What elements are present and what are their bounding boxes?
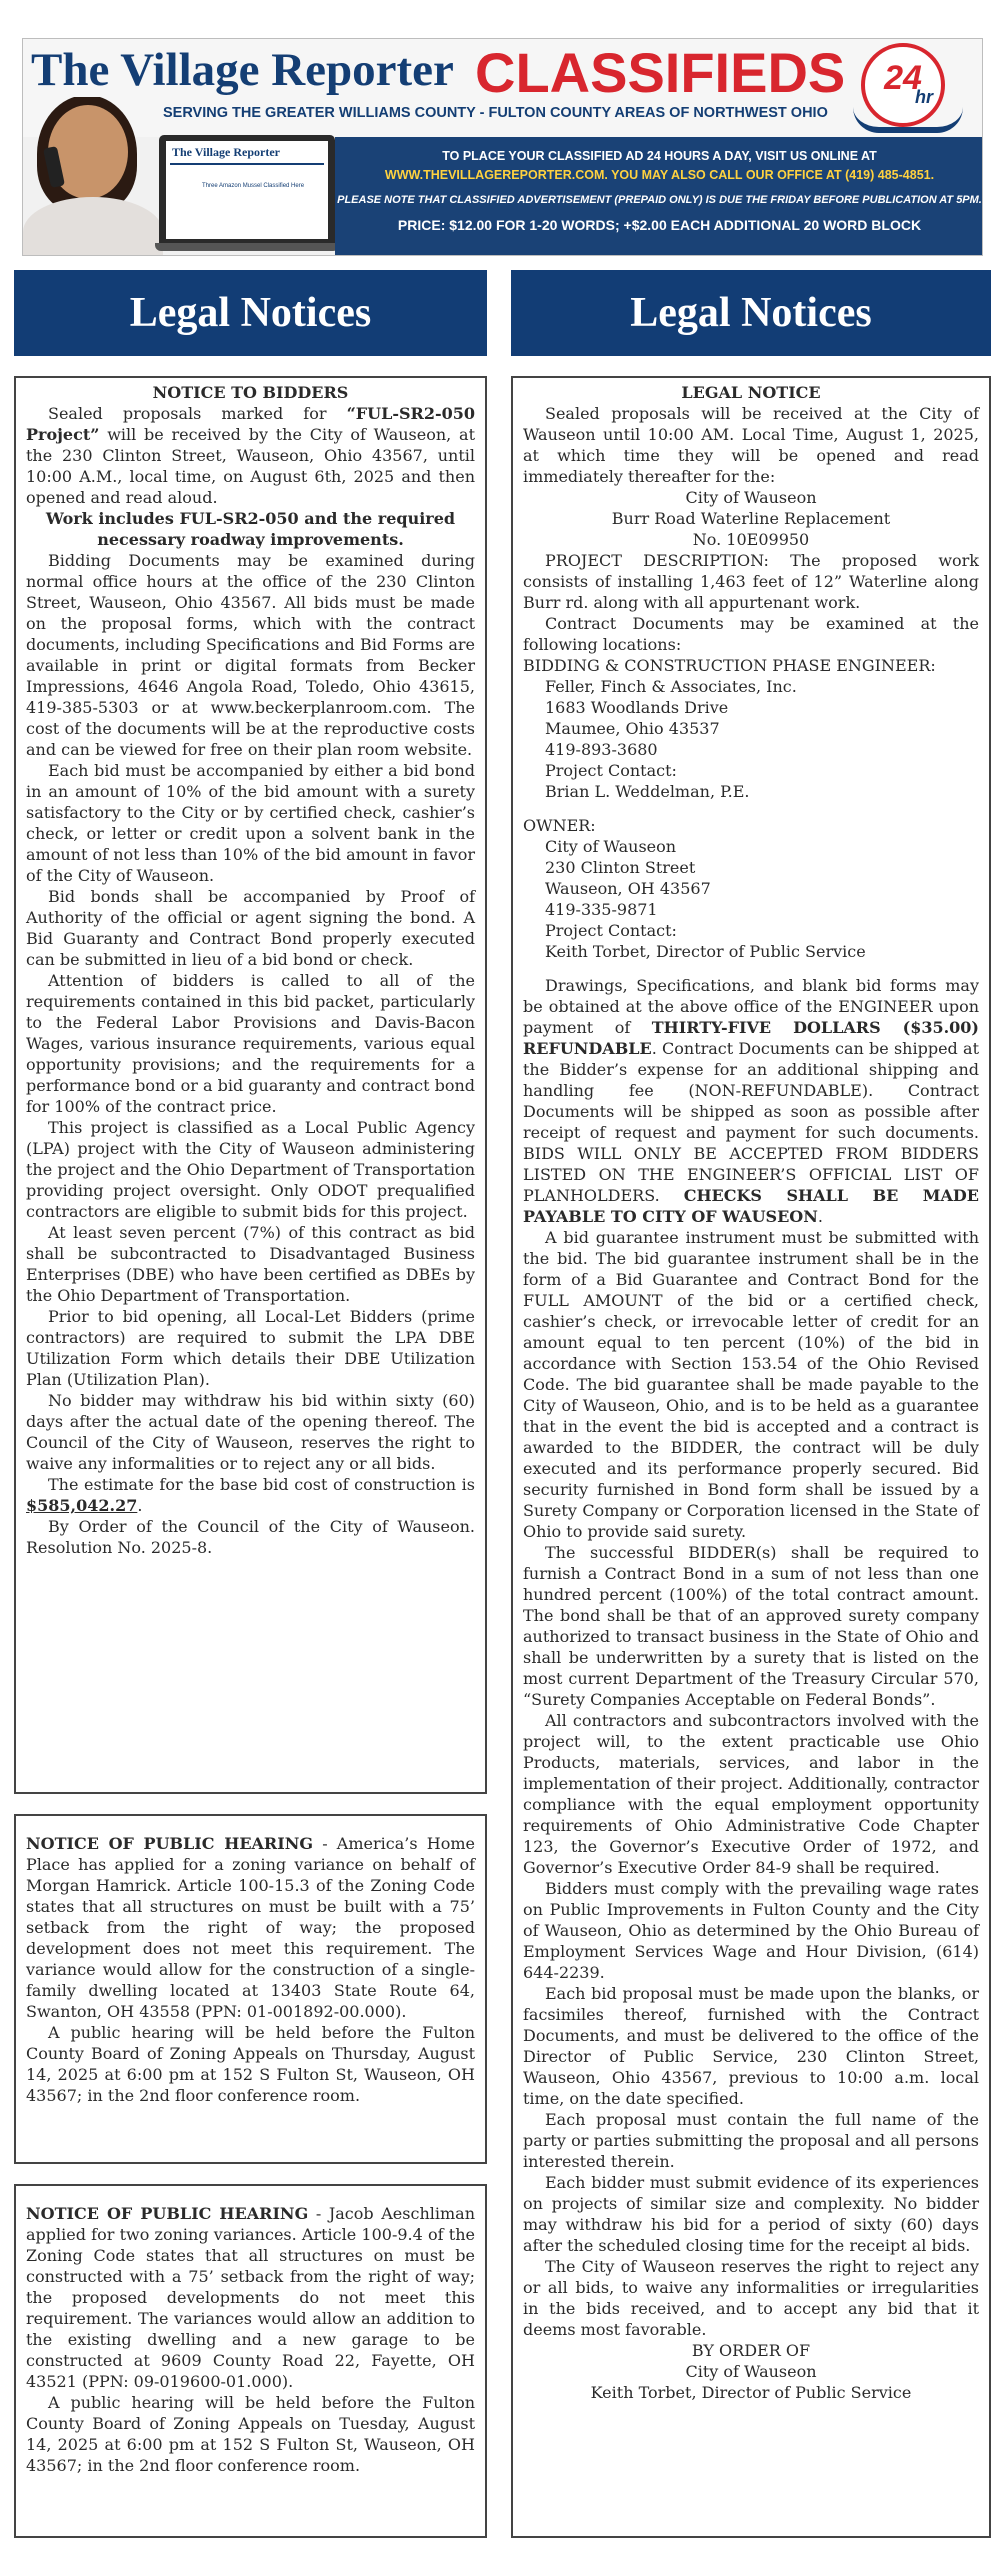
engineer-line: 419-893-3680 xyxy=(545,740,658,759)
laptop-screen-logo: The Village Reporter xyxy=(172,145,280,159)
notice-paragraph: Each bid must be accompanied by either a bid bond in an amount of 10% of the bid amount with a surety satisfactory to the City or by certified check, cashier’s check, or letter or credit upon a solvent bank in the amount of not less than 10% of the bid amount in favor of the City of Wauseon. xyxy=(26,761,475,885)
public-hearing-notice-2 xyxy=(14,2184,487,2538)
classifieds-title: CLASSIFIEDS xyxy=(475,41,846,104)
notice-paragraph: A bid guarantee instrument must be submitted with the bid. The bid guarantee instrument shall be in the form of a Bid Guarantee and Contract Bond for the FULL AMOUNT of the bid or a certified check, cashier’s check, or irrevocable letter of credit for an amount equal to ten percent (10%) of the bid in accordance with Section 153.54 of the Ohio Revised Code. The bid guarantee shall be made payable to the City of Wauseon, Ohio, and is to be held as a guarantee that in the event the bid is accepted and a contract is awarded to the BIDDER, the contract will be duly executed and its performance properly secured. Bid security furnished in Bond form shall be issued by a Surety Company or Corporation licensed in the State of Ohio to provide said surety. xyxy=(523,1228,979,1541)
classifieds-header xyxy=(22,38,983,256)
notice-paragraph: PROJECT DESCRIPTION: The proposed work consists of installing 1,463 feet of 12” Waterline along Burr rd. along with all appurtenant work. xyxy=(523,551,979,612)
notice-paragraph: At least seven percent (7%) of this contract as bid shall be subcontracted to Disadvantaged Business Enterprises (DBE) who have been certified as DBEs by the Ohio Department of Transportation. xyxy=(26,1223,475,1305)
owner-line: Wauseon, OH 43567 xyxy=(545,879,711,898)
fee-amount: THIRTY-FIVE DOLLARS ($35.00) REFUNDABLE xyxy=(523,1018,979,1058)
signature-line: Keith Torbet, Director of Public Service xyxy=(590,2383,912,2402)
legal-notice xyxy=(511,376,991,2538)
text-run: Sealed proposals marked for xyxy=(48,404,347,423)
notice-paragraph: Sealed proposals will be received at the City of Wauseon until 10:00 AM. Local Time, August 1, 2025, at which time they will be opened and read immediately thereafter for the: xyxy=(523,404,979,486)
legal-notices-banner-left: Legal Notices xyxy=(14,270,487,356)
notice-paragraph: Prior to bid opening, all Local-Let Bidders (prime contractors) are required to submit the LPA DBE Utilization Form which details their DBE Utilization Plan (Utilization Plan). xyxy=(26,1307,475,1389)
text-run: . Contract Documents can be shipped at the Bidder’s expense for an additional shipping and handling fee (NON-REFUNDABLE). Contract Documents will be shipped as soon as possible after receipt of request and payment for such documents. BIDS WILL ONLY BE ACCEPTED FROM BIDDERS LISTED ON THE ENGINEER’S OFFICIAL LIST OF PLANHOLDERS. xyxy=(523,1039,979,1205)
text-run: The estimate for the base bid cost of construction is xyxy=(48,1475,475,1494)
notice-paragraph: Each proposal must contain the full name of the party or parties submitting the proposal and all persons interested therein. xyxy=(523,2110,979,2171)
notice-paragraph: Bidders must comply with the prevailing wage rates on Public Improvements in Fulton County and the City of Wauseon, Ohio as determined by the Ohio Bureau of Employment Services Wage and Hour Division, (614) 644-2239. xyxy=(523,1879,979,1982)
notice-paragraph: A public hearing will be held before the Fulton County Board of Zoning Appeals on Tuesday, August 14, 2025 at 6:00 pm at 152 S Fulton St, Wauseon, OH 43567; in the 2nd floor conference room. xyxy=(26,2393,475,2475)
project-owner: City of Wauseon xyxy=(685,488,817,507)
swoosh-graphic xyxy=(853,107,963,133)
notice-title: NOTICE TO BIDDERS xyxy=(152,383,349,402)
text-run: - America’s Home Place has applied for a zoning variance on behalf of Morgan Hamrick. Article 100-15.3 of the Zoning Code states that all structures on must be built with a 75’ setback from the right of way; the proposed development does not meet this requirement. The variance would allow for the construction of a single-family dwelling located at 13403 State Route 64, Swanton, OH 43558 (PPN: 01-001892-00.000). xyxy=(26,1834,475,2021)
notice-title: NOTICE OF PUBLIC HEARING xyxy=(26,1834,313,1853)
header-subtitle: SERVING THE GREATER WILLIAMS COUNTY - FULTON COUNTY AREAS OF NORTHWEST OHIO xyxy=(163,105,828,121)
engineer-line: 1683 Woodlands Drive xyxy=(545,698,729,717)
notice-paragraph xyxy=(26,1474,475,1516)
cta-instruction: TO PLACE YOUR CLASSIFIED AD 24 HOURS A DAY, VISIT US ONLINE AT xyxy=(442,149,877,163)
notice-paragraph: Bidding Documents may be examined during normal office hours at the office of the 230 Clinton Street, Wauseon, Ohio 43567. All bids must be made on the proposal forms, which with the contract documents, including Specifications and Bid Forms are available in print or digital formats from Becker Impressions, 4646 Angola Road, Toledo, Ohio 43615, 419-385-5303 or at www.beckerplanroom.com. The cost of the documents will be at the reproductive costs and can be viewed for free on their plan room website. xyxy=(26,551,475,759)
owner-line: Project Contact: xyxy=(545,921,677,940)
notice-paragraph xyxy=(26,1833,475,2022)
notice-paragraph: Bid bonds shall be accompanied by Proof of Authority of the official or agent signing the bond. A Bid Guaranty and Contract Bond properly executed can be submitted in lieu of a bid bond or check. xyxy=(26,887,475,969)
notice-paragraph: The successful BIDDER(s) shall be required to furnish a Contract Bond in a sum of not less than one hundred percent (100%) of the total contract amount. The bond shall be that of an approved surety company authorized to transact business in the State of Ohio and shall be underwritten by a surety that is listed on the most current Department of the Treasury Circular 570, “Surety Companies Acceptable on Federal Bonds”. xyxy=(523,1543,979,1709)
estimate-amount: $585,042.27 xyxy=(26,1496,138,1515)
text-run: Drawings, Specifications, and blank bid forms may be obtained at the above office of the ENGINEER upon payment of xyxy=(523,976,979,1037)
signature-line: City of Wauseon xyxy=(685,2362,817,2381)
engineer-line: Feller, Finch & Associates, Inc. xyxy=(545,677,797,696)
laptop-screen xyxy=(166,141,328,239)
public-hearing-notice-1 xyxy=(14,1814,487,2164)
woman-on-phone-photo xyxy=(23,97,163,256)
legal-notices-banner-right: Legal Notices xyxy=(511,270,991,356)
masthead-title: The Village Reporter xyxy=(31,44,454,96)
notice-paragraph: This project is classified as a Local Public Agency (LPA) project with the City of Wauseon administering the project and the Ohio Department of Transportation providing project oversight. Only ODOT prequalified contractors are eligible to submit bids for this project. xyxy=(26,1118,475,1221)
text-run: . xyxy=(137,1496,143,1515)
project-name: “FUL-SR2-050 Project” xyxy=(26,404,475,444)
laptop-screen-rule xyxy=(170,163,324,165)
notice-paragraph: By Order of the Council of the City of Wauseon. Resolution No. 2025-8. xyxy=(26,1517,475,1557)
text-run: - Jacob Aeschliman applied for two zoning variances. Article 100-9.4 of the Zoning Code states that all structures on must be constructed with a 75’ setback from the right of way; the proposed developments do not meet this requirement. The variances would allow an addition to the existing dwelling and a new garage to be constructed at 9609 County Road 22, Fayette, OH 43521 (PPN: 09-019600-01.000). xyxy=(26,2204,476,2391)
owner-label: OWNER: xyxy=(523,816,596,835)
laptop-image xyxy=(159,135,335,251)
notice-paragraph: All contractors and subcontractors involved with the project will, to the extent practicable use Ohio Products, materials, services, and labor in the implementation of their project. Additionally, contractor compliance with the equal employment opportunity requirements of Ohio Administrative Code Chapter 123, the Governor’s Executive Order of 1972, and Governor’s Executive Order 84-9 shall be required. xyxy=(523,1711,979,1877)
notice-paragraph: Each bidder must submit evidence of its experiences on projects of similar size and complexity. No bidder may withdraw his bid for a period of sixty (60) days after the scheduled closing time for the receipt al bids. xyxy=(523,2173,979,2255)
owner-line: City of Wauseon xyxy=(545,837,677,856)
text-run: will be received by the City of Wauseon, at the 230 Clinton Street, Wauseon, Ohio 43567, until 10:00 A.M., local time, on August 6th, 2025 and then opened and read aloud. xyxy=(26,425,475,507)
laptop-screen-heading: Three Amazon Mussel Classified Here xyxy=(202,183,305,189)
shirt-graphic xyxy=(23,197,163,256)
engineer-line: Project Contact: xyxy=(545,761,677,780)
text-run: . xyxy=(817,1207,823,1226)
notice-title: NOTICE OF PUBLIC HEARING xyxy=(26,2204,309,2223)
call-to-action-bar xyxy=(335,137,983,256)
header-title-bar xyxy=(23,39,983,137)
laptop-base xyxy=(155,243,339,251)
badge-unit: hr xyxy=(915,87,933,107)
cta-deadline-note: PLEASE NOTE THAT CLASSIFIED ADVERTISEMENT (PREPAID ONLY) IS DUE THE FRIDAY BEFORE PUBLICATION AT 5PM. xyxy=(337,194,982,206)
notice-paragraph: A public hearing will be held before the Fulton County Board of Zoning Appeals on Thursday, August 14, 2025 at 6:00 pm at 152 S Fulton St, Wauseon, OH 43567; in the 2nd floor conference room. xyxy=(26,2023,475,2105)
notice-title: LEGAL NOTICE xyxy=(681,383,821,402)
notice-to-bidders xyxy=(14,376,487,1794)
badge-number: 24 xyxy=(884,59,922,97)
cta-website-phone[interactable]: WWW.THEVILLAGEREPORTER.COM. YOU MAY ALSO CALL OUR OFFICE AT (419) 485-4851. xyxy=(384,168,935,182)
notice-paragraph: Contract Documents may be examined at the following locations: xyxy=(523,614,979,654)
signature-line: BY ORDER OF xyxy=(691,2341,811,2360)
cta-price: PRICE: $12.00 FOR 1-20 WORDS; +$2.00 EACH ADDITIONAL 20 WORD BLOCK xyxy=(397,217,922,233)
notice-paragraph: The City of Wauseon reserves the right to reject any or all bids, to waive any informalities or irregularities in the bids received, and to accept any bid that it deems most favorable. xyxy=(523,2257,979,2339)
engineer-label: BIDDING & CONSTRUCTION PHASE ENGINEER: xyxy=(523,656,936,675)
owner-line: 230 Clinton Street xyxy=(545,858,696,877)
engineer-line: Maumee, Ohio 43537 xyxy=(545,719,720,738)
notice-paragraph: Each bid proposal must be made upon the blanks, or facsimiles thereof, furnished with the Contract Documents, and must be delivered to the office of the Director of Public Service, 230 Clinton Street, Wauseon, Ohio 43567, previous to 10:00 a.m. local time, on the date specified. xyxy=(523,1984,979,2108)
owner-line: 419-335-9871 xyxy=(545,900,658,919)
work-statement: Work includes FUL-SR2-050 and the required necessary roadway improvements. xyxy=(45,509,456,549)
project-name: Burr Road Waterline Replacement xyxy=(611,509,891,528)
engineer-line: Brian L. Weddelman, P.E. xyxy=(545,782,750,801)
notice-paragraph xyxy=(523,975,979,1227)
notice-paragraph xyxy=(26,2203,475,2392)
project-number: No. 10E09950 xyxy=(692,530,810,549)
payable-statement: CHECKS SHALL BE MADE PAYABLE TO CITY OF WAUSEON xyxy=(523,1186,979,1226)
notice-paragraph xyxy=(26,403,475,508)
notice-paragraph: Attention of bidders is called to all of the requirements contained in this bid packet, particularly to the Federal Labor Provisions and Davis-Bacon Wages, various insurance requirements, various equal opportunity provisions; and the requirements for a performance bond or a bid guaranty and contract bond for 100% of the contract price. xyxy=(26,971,475,1116)
owner-line: Keith Torbet, Director of Public Service xyxy=(545,942,866,961)
notice-paragraph: No bidder may withdraw his bid within sixty (60) days after the actual date of the opening thereof. The Council of the City of Wauseon, reserves the right to waive any informalities or to reject any or all bids. xyxy=(26,1391,475,1473)
24hr-clock-icon xyxy=(861,43,945,127)
